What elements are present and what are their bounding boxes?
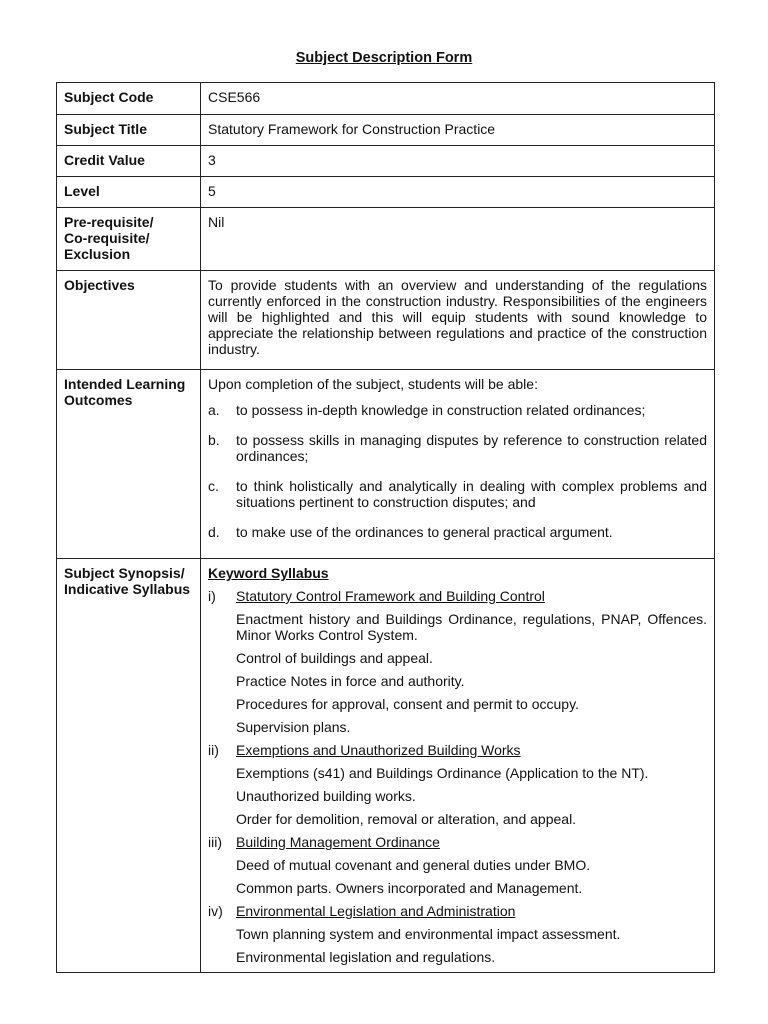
list-item: Exemptions (s41) and Buildings Ordinance (Application to the NT). [236, 765, 649, 781]
section-marker: ii) [208, 742, 219, 758]
label-subject-title: Subject Title [57, 115, 201, 146]
label-level: Level [57, 177, 201, 208]
keyword-syllabus-heading: Keyword Syllabus [208, 565, 329, 581]
syllabus-section-heading [208, 588, 707, 604]
ilo-text: to possess in-depth knowledge in construction related ordinances; [236, 402, 646, 418]
value-prerequisite: Nil [201, 208, 715, 271]
label-line: Subject Synopsis/ [64, 565, 185, 581]
list-item [208, 478, 707, 510]
ilo-text: to make use of the ordinances to general practical argument. [236, 524, 613, 540]
label-subject-synopsis [57, 559, 201, 973]
syllabus-section-heading [208, 834, 707, 850]
section-title: Building Management Ordinance [236, 834, 440, 850]
list-item: Order for demolition, removal or alteration, and appeal. [236, 811, 577, 827]
row-prerequisite [57, 208, 715, 271]
label-line: Indicative Syllabus [64, 581, 191, 597]
label-intended-learning-outcomes [57, 370, 201, 559]
list-item: Environmental legislation and regulations. [236, 949, 496, 965]
ilo-marker: c. [208, 478, 219, 494]
section-title: Environmental Legislation and Administration [236, 903, 516, 919]
list-item: Town planning system and environmental impact assessment. [236, 926, 621, 942]
section-title: Exemptions and Unauthorized Building Works [236, 742, 521, 758]
label-line: Exclusion [64, 246, 131, 262]
ilo-intro: Upon completion of the subject, students will be able: [208, 376, 538, 392]
value-subject-title: Statutory Framework for Construction Practice [201, 115, 715, 146]
value-credit-value: 3 [201, 146, 715, 177]
row-subject-code [57, 83, 715, 115]
list-item [208, 524, 707, 540]
value-subject-code: CSE566 [201, 83, 715, 115]
list-item: Enactment history and Buildings Ordinance, regulations, PNAP, Offences. Minor Works Control System. [236, 611, 707, 643]
row-objectives [57, 271, 715, 370]
label-line: Co-requisite/ [64, 230, 150, 246]
label-credit-value: Credit Value [57, 146, 201, 177]
section-marker: i) [208, 588, 216, 604]
label-line: Pre-requisite/ [64, 214, 154, 230]
list-item: Practice Notes in force and authority. [236, 673, 465, 689]
value-level: 5 [201, 177, 715, 208]
list-item [208, 432, 707, 464]
ilo-marker: b. [208, 432, 220, 448]
list-item: Unauthorized building works. [236, 788, 416, 804]
label-line: Outcomes [64, 392, 133, 408]
list-item: Procedures for approval, consent and permit to occupy. [236, 696, 579, 712]
list-item: Supervision plans. [236, 719, 351, 735]
label-subject-code: Subject Code [57, 83, 201, 115]
section-marker: iii) [208, 834, 222, 850]
list-item [208, 402, 707, 418]
row-credit-value [57, 146, 715, 177]
label-prerequisite [57, 208, 201, 271]
row-subject-title [57, 115, 715, 146]
value-subject-synopsis [201, 559, 715, 973]
syllabus-section-heading [208, 903, 707, 919]
list-item: Deed of mutual covenant and general duties under BMO. [236, 857, 591, 873]
form-title: Subject Description Form [295, 50, 473, 66]
list-item: Common parts. Owners incorporated and Management. [236, 880, 583, 896]
list-item: Control of buildings and appeal. [236, 650, 433, 666]
row-intended-learning-outcomes [57, 370, 715, 559]
value-objectives: To provide students with an overview and understanding of the regulations currently enforced in the construction industry. Responsibilities of the engineers will be highlighted and this will equip students with sound knowledge to appreciate the relationship between regulations and practice of the construction industry. [201, 271, 715, 370]
section-marker: iv) [208, 903, 223, 919]
row-subject-synopsis [57, 559, 715, 973]
label-line: Intended Learning [64, 376, 186, 392]
ilo-text: to think holistically and analytically in dealing with complex problems and situations pertinent to construction disputes; and [236, 478, 707, 510]
ilo-marker: d. [208, 524, 220, 540]
value-intended-learning-outcomes [201, 370, 715, 559]
subject-table [56, 82, 715, 973]
label-objectives: Objectives [57, 271, 201, 370]
ilo-text: to possess skills in managing disputes by reference to construction related ordinances; [236, 432, 707, 464]
section-title: Statutory Control Framework and Building Control [236, 588, 545, 604]
ilo-marker: a. [208, 402, 220, 418]
syllabus-section-heading [208, 742, 707, 758]
row-level [57, 177, 715, 208]
